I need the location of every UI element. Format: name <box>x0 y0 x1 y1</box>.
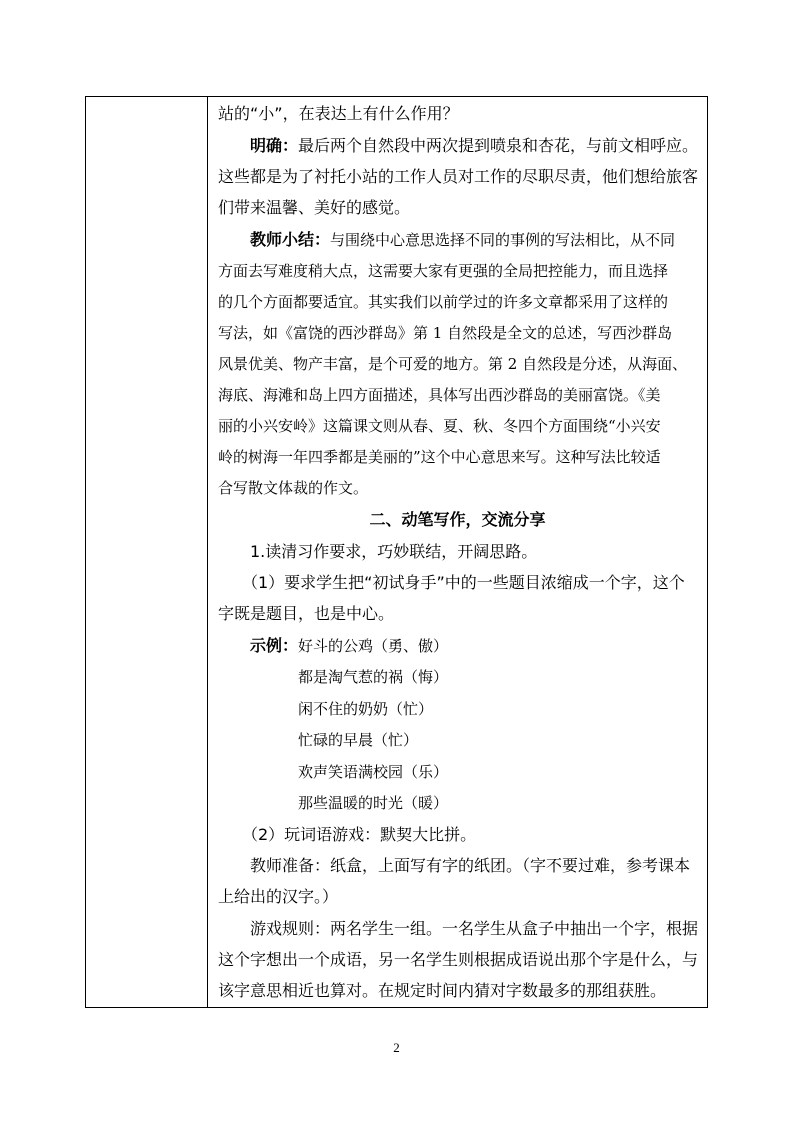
example-item: 忙碌的早晨（忙） <box>298 731 419 749</box>
text-line: 站的“小”，在表达上有什么作用？ <box>218 104 459 123</box>
text-line: 丽的小兴安岭》这篇课文则从春、夏、秋、冬四个方面围绕“小兴安 <box>218 417 661 435</box>
text-line: 1.读清习作要求，巧妙联结，开阔思路。 <box>250 542 538 561</box>
text-line: 们带来温馨、美好的感觉。 <box>218 198 411 217</box>
text-line: 的几个方面都要适宜。其实我们以前学过的许多文章都采用了这样的 <box>218 293 669 311</box>
example-item: 欢声笑语满校园（乐） <box>298 763 449 781</box>
table-left-column <box>86 97 208 1007</box>
text-line: 教师准备：纸盒，上面写有字的纸团。（字不要过难，参考课本 <box>250 856 691 875</box>
text-line: 字既是题目，也是中心。 <box>218 604 395 623</box>
text-line: 教师小结：与围绕中心意思选择不同的事例的写法相比，从不同 <box>250 230 676 249</box>
page-number: 2 <box>393 1040 400 1055</box>
text-line: 示例：好斗的公鸡（勇、傲） <box>250 636 449 655</box>
text-line: 这些都是为了衬托小站的工作人员对工作的尽职尽责，他们想给旅客 <box>218 167 699 186</box>
text-line: 风景优美、物产丰富，是个可爱的地方。第 2 自然段是分述，从海面、 <box>218 355 688 373</box>
text-line: （2）玩词语游戏：默契大比拼。 <box>242 825 477 844</box>
text-line: 合写散文体裁的作文。 <box>218 479 369 497</box>
text-line: 明确：最后两个自然段中两次提到喷泉和杏花，与前文相呼应。 <box>250 136 699 155</box>
text-line: 方面去写难度稍大点，这需要大家有更强的全局把控能力，而且选择 <box>218 262 669 280</box>
inline-label: 示例： <box>250 636 299 655</box>
table-content-cell <box>208 97 707 1007</box>
example-item: 那些温暖的时光（暖） <box>298 794 449 812</box>
text-line: 游戏规则：两名学生一组。一名学生从盒子中抽出一个字，根据 <box>250 919 699 938</box>
example-item: 都是淘气惹的祸（悔） <box>298 668 449 686</box>
lesson-plan-table <box>85 96 708 1008</box>
inline-label: 教师小结： <box>250 230 331 249</box>
text-line: 写法，如《富饶的西沙群岛》第 1 自然段是全文的总述，写西沙群岛 <box>218 324 673 342</box>
text-line: 岭的树海一年四季都是美丽的”这个中心意思来写。这种写法比较适 <box>218 448 661 466</box>
section-heading: 二、动笔写作，交流分享 <box>369 510 546 529</box>
text-line: 该字意思相近也算对。在规定时间内猜对字数最多的那组获胜。 <box>218 981 667 1000</box>
text-line: 这个字想出一个成语，另一名学生则根据成语说出那个字是什么，与 <box>218 950 699 969</box>
inline-label: 明确： <box>250 136 299 155</box>
example-item: 闲不住的奶奶（忙） <box>298 700 434 718</box>
text-line: 海底、海滩和岛上四方面描述，具体写出西沙群岛的美丽富饶。《美 <box>218 386 661 404</box>
text-line: （1）要求学生把“初试身手”中的一些题目浓缩成一个字，这个 <box>242 573 685 592</box>
text-line: 上给出的汉字。） <box>218 887 339 906</box>
